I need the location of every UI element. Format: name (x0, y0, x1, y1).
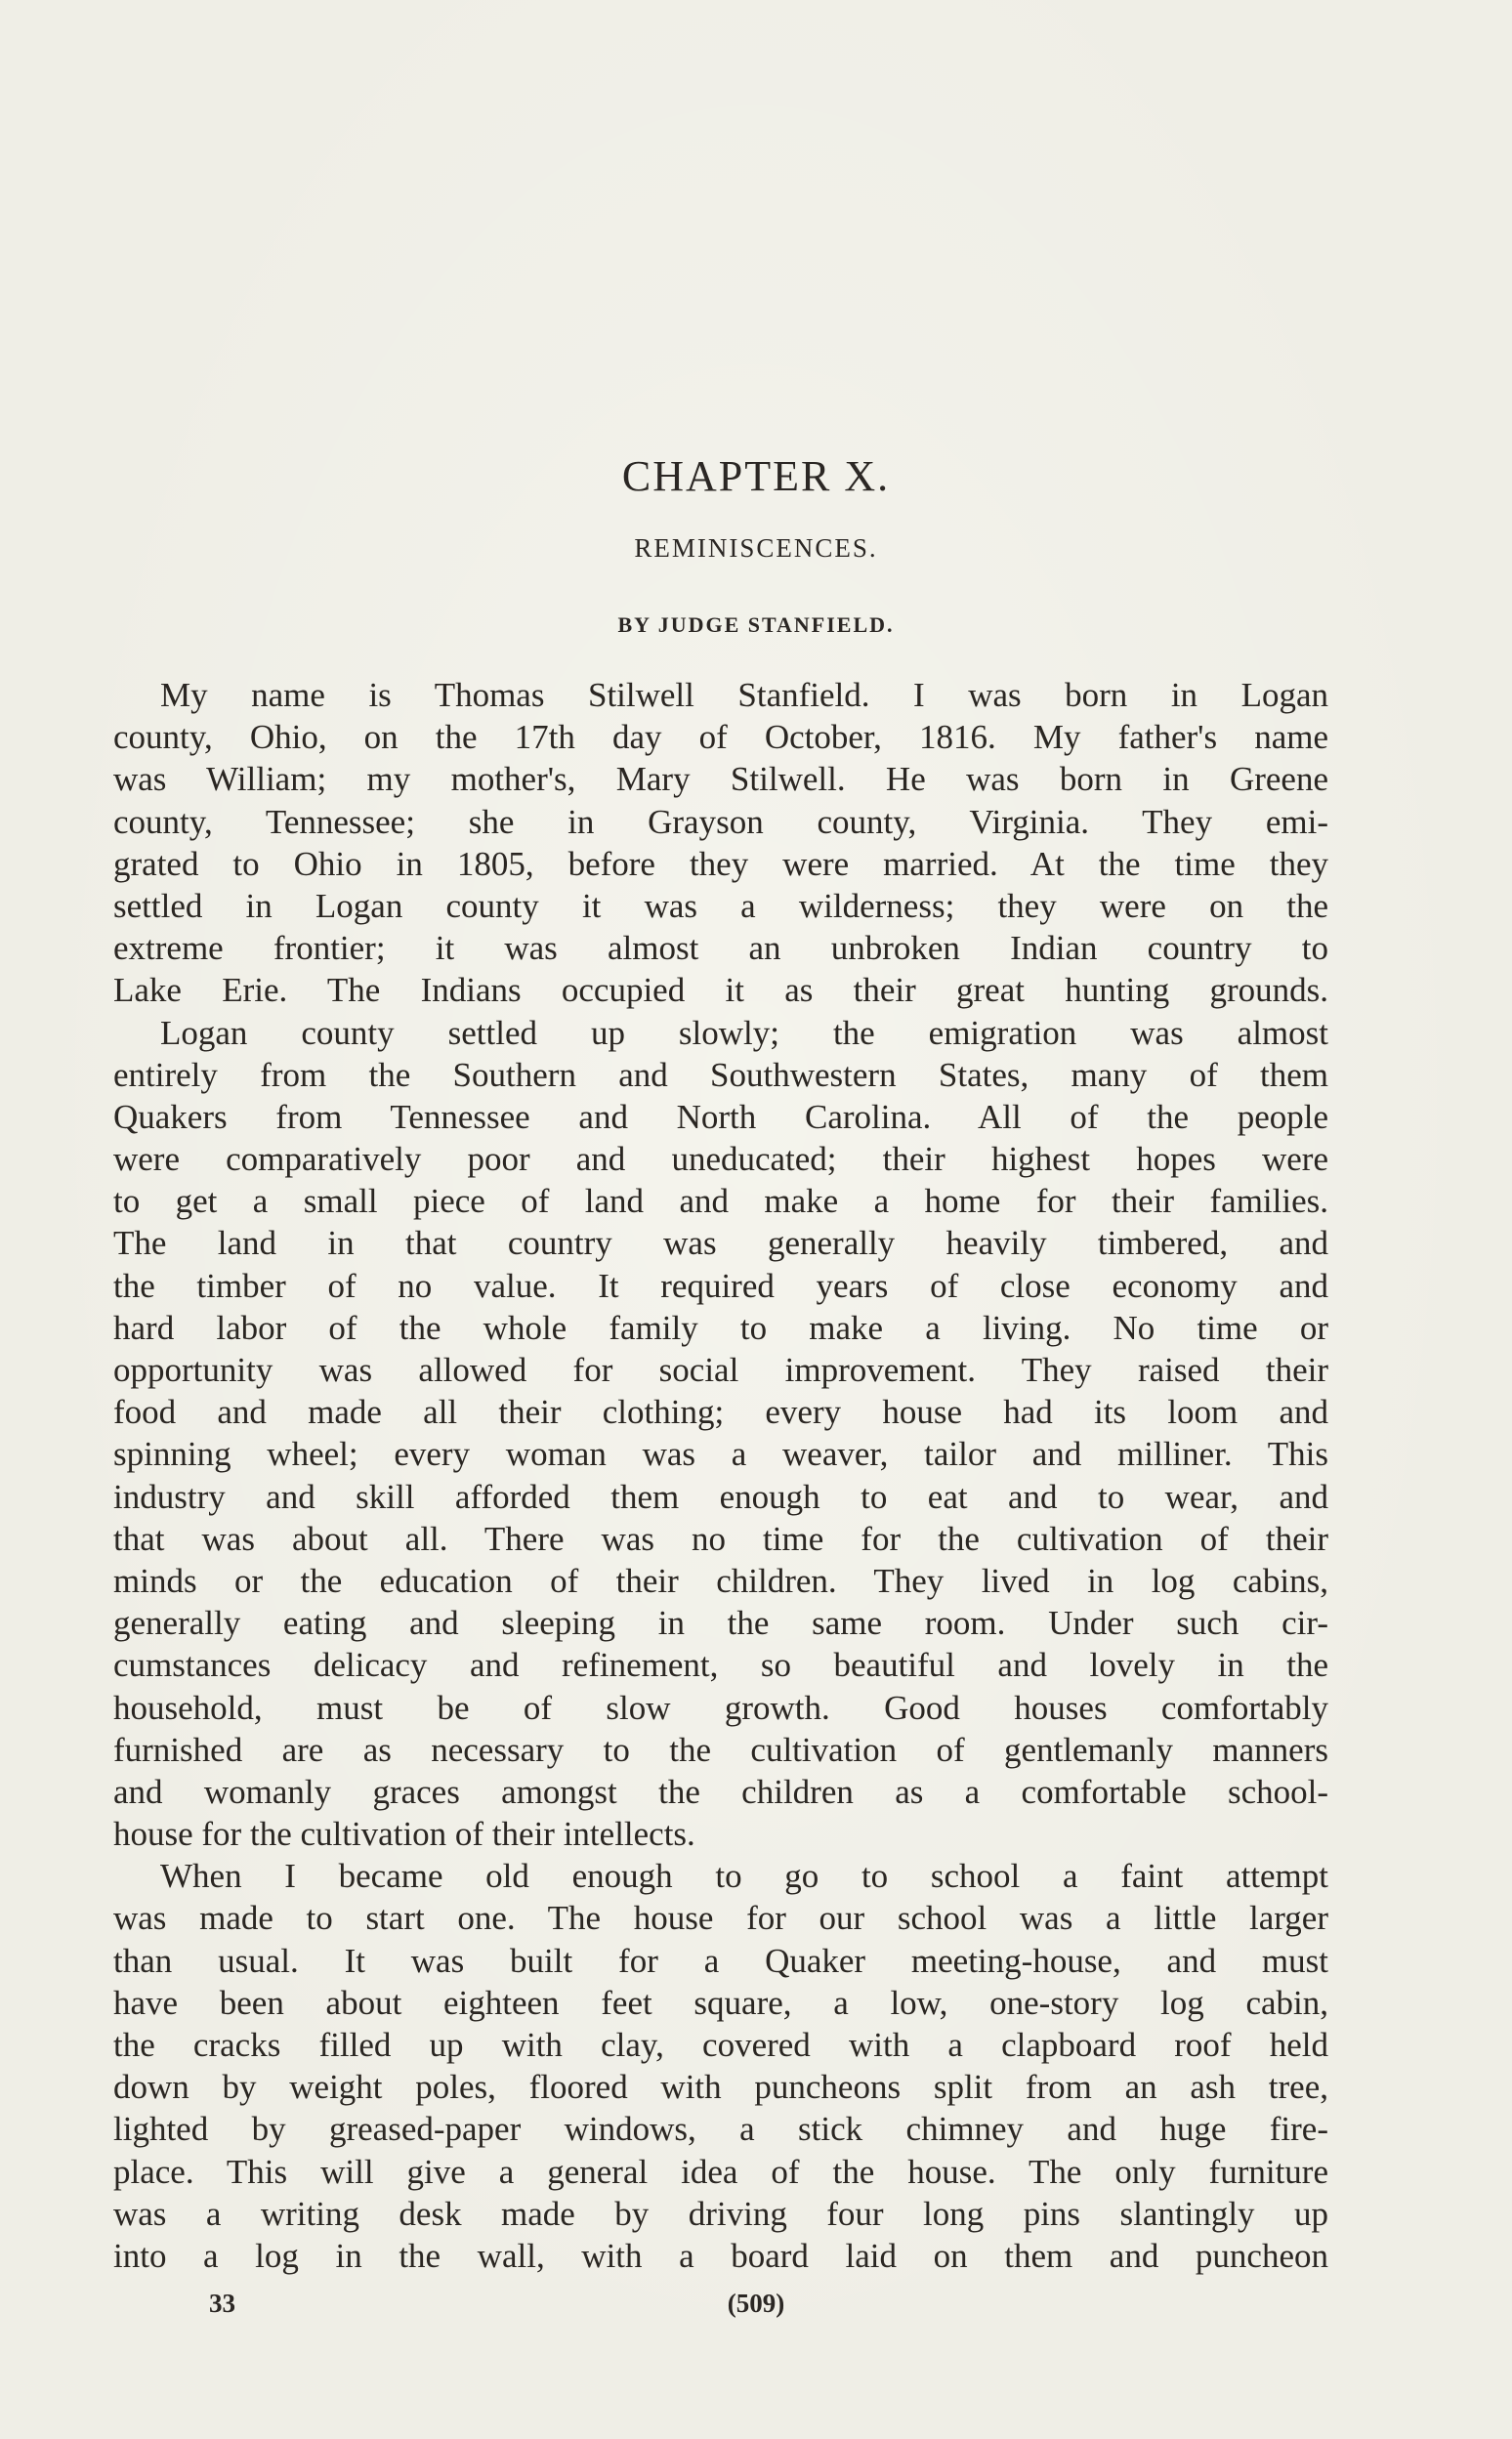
text-line: Lake Erie. The Indians occupied it as their great hunting grounds. (113, 971, 1328, 1010)
chapter-title: CHAPTER X. (621, 452, 891, 500)
text-line: entirely from the Southern and Southwestern States, many of them (113, 1055, 1328, 1094)
text-line: opportunity was allowed for social improvement. They raised their (113, 1351, 1328, 1389)
text-line: minds or the education of their children. They lived in log cabins, (113, 1561, 1328, 1600)
text-line: have been about eighteen feet square, a low, one-story log cabin, (113, 1983, 1328, 2022)
text-line: hard labor of the whole family to make a living. No time or (113, 1308, 1328, 1347)
signature-mark: 33 (209, 2289, 235, 2318)
page-number: (509) (727, 2289, 785, 2318)
text-line: cumstances delicacy and refinement, so beautiful and lovely in the (113, 1646, 1328, 1685)
text-line: was made to start one. The house for our school was a little larger (113, 1899, 1328, 1938)
text-line: extreme frontier; it was almost an unbroken Indian country to (113, 929, 1328, 968)
text-line: county, Ohio, on the 17th day of October, 1816. My father's name (113, 718, 1328, 757)
text-line: grated to Ohio in 1805, before they were married. At the time they (113, 844, 1328, 883)
text-line: into a log in the wall, with a board laid on them and puncheon (113, 2236, 1328, 2275)
text-line: place. This will give a general idea of the house. The only furniture (113, 2152, 1328, 2191)
chapter-subtitle: REMINISCENCES. (634, 533, 878, 563)
text-line: Quakers from Tennessee and North Carolina. All of the people (113, 1097, 1328, 1136)
text-line: house for the cultivation of their intellects. (113, 1815, 695, 1854)
text-line: generally eating and sleeping in the same room. Under such cir- (113, 1604, 1328, 1643)
text-line: and womanly graces amongst the children as a comfortable school- (113, 1772, 1328, 1811)
text-line: My name is Thomas Stilwell Stanfield. I was born in Logan (160, 676, 1328, 714)
text-line: Logan county settled up slowly; the emigration was almost (160, 1013, 1328, 1052)
chapter-byline: BY JUDGE STANFIELD. (617, 612, 895, 637)
text-line: was a writing desk made by driving four long pins slantingly up (113, 2194, 1328, 2233)
body-text (113, 674, 1328, 2277)
text-line: the timber of no value. It required years of close economy and (113, 1266, 1328, 1305)
text-line: that was about all. There was no time for the cultivation of their (113, 1519, 1328, 1558)
text-line: was William; my mother's, Mary Stilwell. He was born in Greene (113, 760, 1328, 799)
text-line: food and made all their clothing; every house had its loom and (113, 1393, 1328, 1432)
text-line: were comparatively poor and uneducated; their highest hopes were (113, 1140, 1328, 1179)
text-line: industry and skill afforded them enough to eat and to wear, and (113, 1477, 1328, 1516)
text-line: down by weight poles, floored with puncheons split from an ash tree, (113, 2068, 1328, 2107)
text-line: than usual. It was built for a Quaker meeting-house, and must (113, 1941, 1328, 1980)
text-line: to get a small piece of land and make a home for their families. (113, 1182, 1328, 1221)
text-line: furnished are as necessary to the cultivation of gentlemanly manners (113, 1730, 1328, 1769)
text-line: When I became old enough to go to school a faint attempt (160, 1857, 1328, 1896)
text-line: settled in Logan county it was a wilderness; they were on the (113, 886, 1328, 925)
text-line: spinning wheel; every woman was a weaver, tailor and milliner. This (113, 1435, 1328, 1474)
text-line: household, must be of slow growth. Good houses comfortably (113, 1688, 1328, 1727)
text-line: The land in that country was generally heavily timbered, and (113, 1224, 1328, 1263)
text-line: the cracks filled up with clay, covered with a clapboard roof held (113, 2026, 1328, 2064)
text-line: lighted by greased-paper windows, a stick chimney and huge fire- (113, 2110, 1328, 2149)
text-line: county, Tennessee; she in Grayson county, Virginia. They emi- (113, 802, 1328, 841)
